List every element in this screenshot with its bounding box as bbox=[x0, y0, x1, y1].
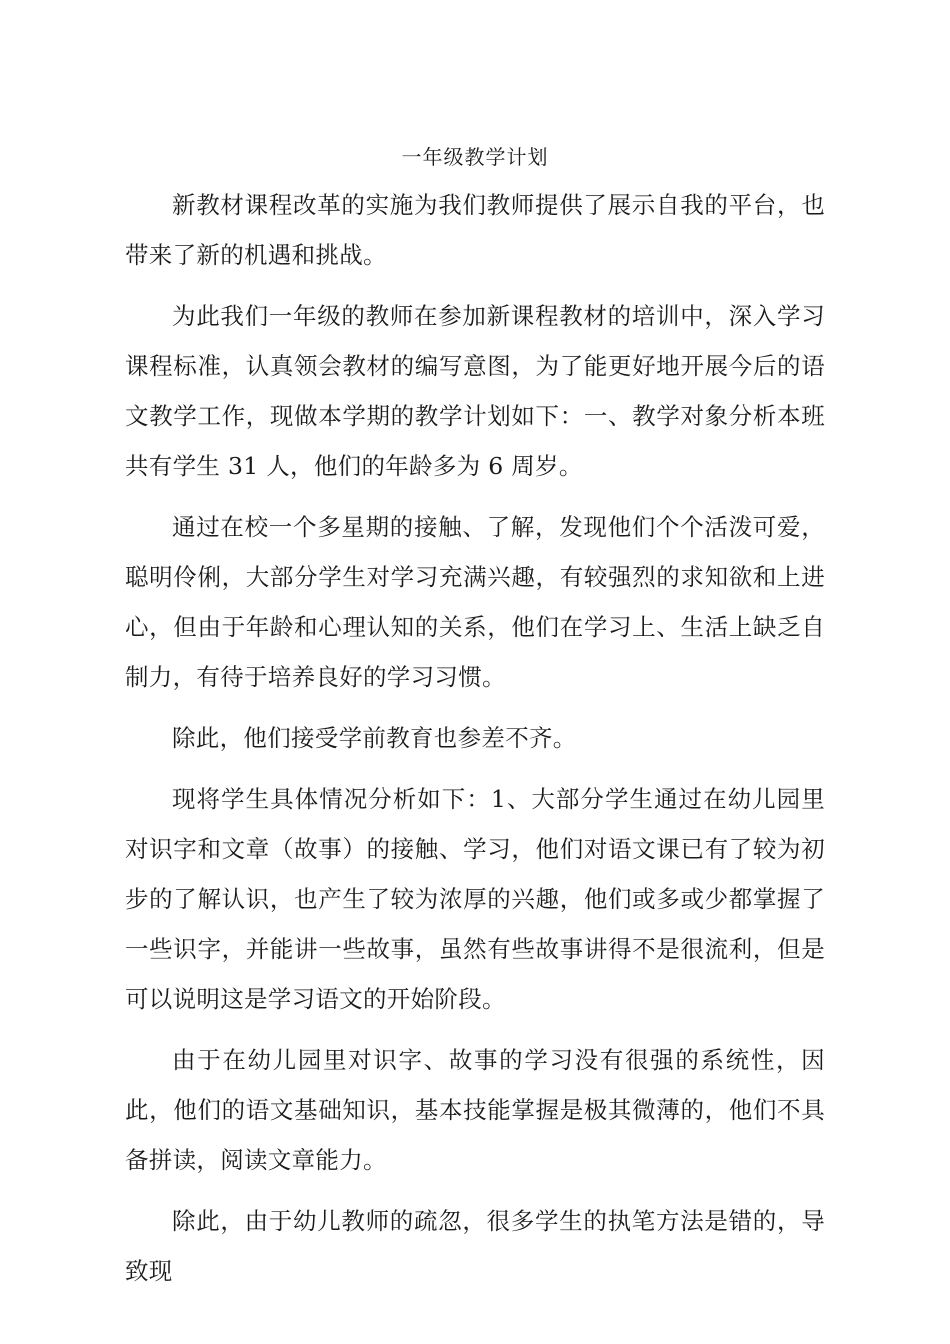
document-title: 一年级教学计划 bbox=[401, 145, 549, 169]
paragraph: 除此，他们接受学前教育也参差不齐。 bbox=[172, 724, 577, 752]
document-body bbox=[125, 180, 825, 1307]
paragraph: 通过在校一个多星期的接触、了解，发现他们个个活泼可爱，聪明伶俐，大部分学生对学习充满兴趣，有较强烈的求知欲和上进心，但由于年龄和心理认知的关系，他们在学习上、生活上缺乏自制力，有待于培养良好的学习习惯。 bbox=[125, 513, 825, 691]
paragraph: 除此，由于幼儿教师的疏忽，很多学生的执笔方法是错的，导致现 bbox=[125, 1207, 825, 1285]
paragraph: 为此我们一年级的教师在参加新课程教材的培训中，深入学习课程标准，认真领会教材的编写意图，为了能更好地开展今后的语文教学工作，现做本学期的教学计划如下：一、教学对象分析本班共有学生 31 人，他们的年龄多为 6 周岁。 bbox=[125, 302, 825, 480]
paragraph: 新教材课程改革的实施为我们教师提供了展示自我的平台，也带来了新的机遇和挑战。 bbox=[125, 191, 825, 269]
paragraph: 现将学生具体情况分析如下：1、大部分学生通过在幼儿园里对识字和文章（故事）的接触、学习，他们对语文课已有了较为初步的了解认识，也产生了较为浓厚的兴趣，他们或多或少都掌握了一些识字，并能讲一些故事，虽然有些故事讲得不是很流利，但是可以说明这是学习语文的开始阶段。 bbox=[125, 785, 825, 1013]
paragraph: 由于在幼儿园里对识字、故事的学习没有很强的系统性，因此，他们的语文基础知识，基本技能掌握是极其微薄的，他们不具备拼读，阅读文章能力。 bbox=[125, 1046, 825, 1174]
